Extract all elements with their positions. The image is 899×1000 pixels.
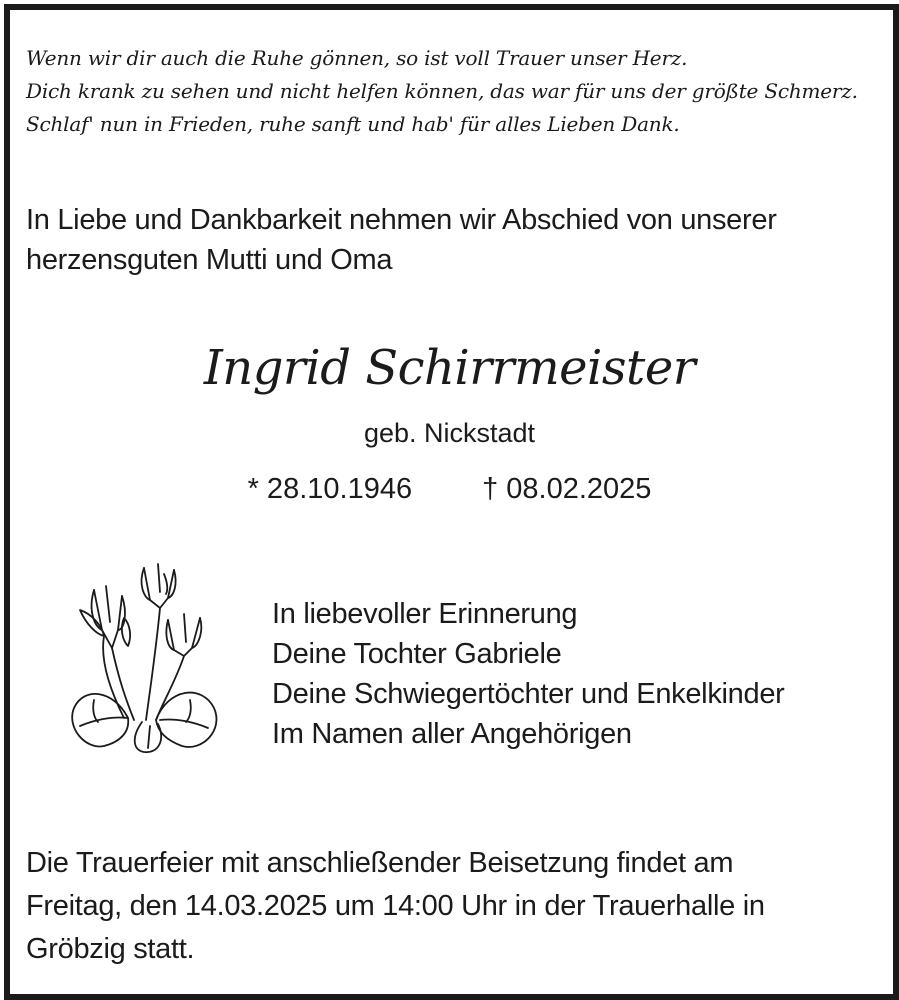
cyclamen-flower-icon — [64, 560, 224, 755]
intro-line: In Liebe und Dankbarkeit nehmen wir Abschied von unserer — [26, 204, 777, 236]
intro-text — [26, 200, 876, 280]
mourner-line: Deine Tochter Gabriele — [272, 638, 562, 670]
funeral-line: Die Trauerfeier mit anschließender Beisetzung findet am — [26, 847, 734, 879]
mourner-line: Deine Schwiegertöchter und Enkelkinder — [272, 678, 785, 710]
funeral-line: Gröbzig statt. — [26, 933, 195, 965]
birth-name: geb. Nickstadt — [363, 418, 536, 448]
poem-line: Schlaf' nun in Frieden, ruhe sanft und hab' für alles Lieben Dank. — [26, 112, 680, 136]
memorial-poem — [26, 42, 876, 141]
intro-line: herzensguten Mutti und Oma — [26, 244, 393, 276]
mourner-line: Im Namen aller Angehörigen — [272, 718, 632, 750]
birth-date: * 28.10.1946 — [247, 473, 413, 505]
death-date: † 08.02.2025 — [482, 473, 652, 505]
funeral-notice — [26, 842, 876, 971]
poem-line: Wenn wir dir auch die Ruhe gönnen, so ist voll Trauer unser Herz. — [26, 46, 688, 70]
mourner-line: In liebevoller Erinnerung — [272, 598, 578, 630]
deceased-name: Ingrid Schirrmeister — [203, 340, 696, 396]
poem-line: Dich krank zu sehen und nicht helfen können, das war für uns der größte Schmerz. — [26, 79, 858, 103]
life-dates — [0, 470, 899, 508]
mourners-list — [272, 594, 872, 754]
funeral-line: Freitag, den 14.03.2025 um 14:00 Uhr in der Trauerhalle in — [26, 890, 765, 922]
